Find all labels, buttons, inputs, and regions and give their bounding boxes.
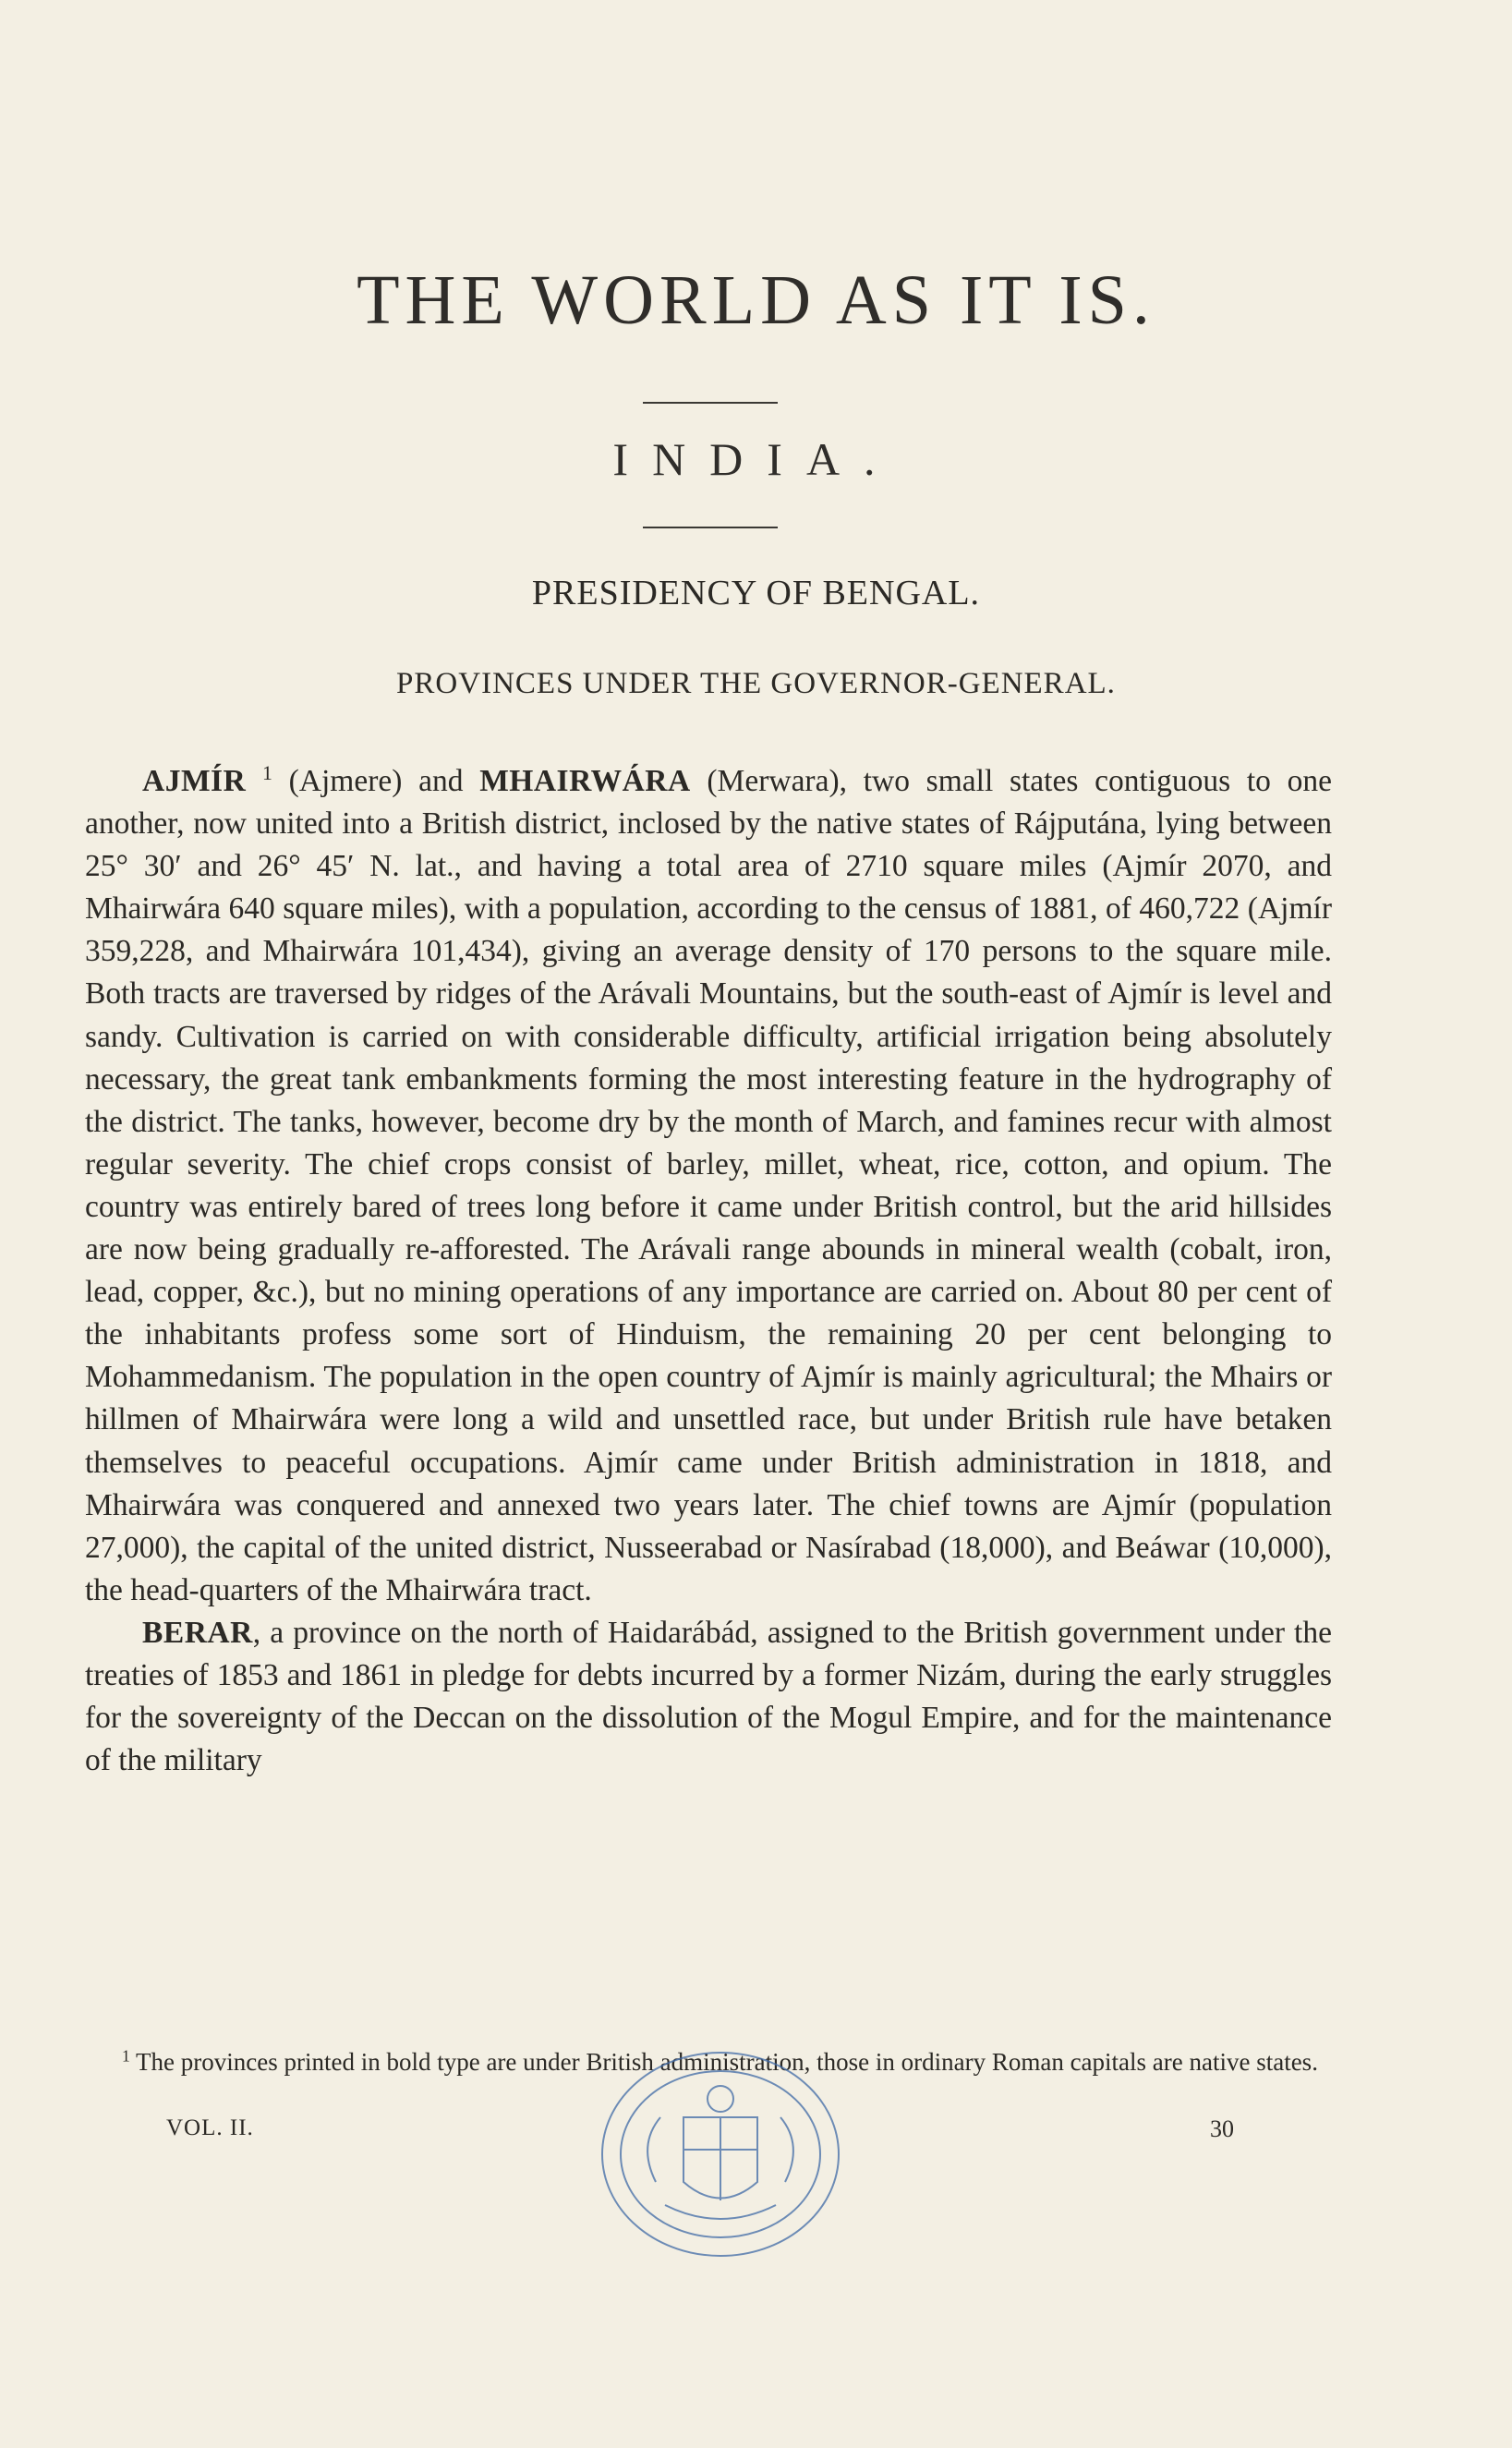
museum-stamp: [591, 2043, 859, 2265]
divider-top: [643, 402, 778, 404]
paragraph-text: (Ajmere) and: [272, 764, 480, 798]
body-text: [85, 760, 1332, 1782]
divider-bottom: [643, 527, 778, 528]
paragraph-ajmir: [85, 760, 1332, 1612]
footnote-marker: 1: [122, 2046, 130, 2066]
section-subheading: PROVINCES UNDER THE GOVERNOR-GENERAL.: [396, 667, 1116, 700]
book-title: THE WORLD AS IT IS.: [357, 261, 1155, 339]
section-title: INDIA.: [612, 433, 900, 485]
chapter-heading: PRESIDENCY OF BENGAL.: [531, 574, 981, 612]
volume-label: VOL. II.: [166, 2115, 254, 2140]
footnote-text: The provinces printed in bold type are under British administration, those in ordinary Roman capitals are native states.: [129, 2048, 1318, 2076]
place-name: BERAR: [142, 1615, 253, 1650]
paragraph-berar: [85, 1612, 1332, 1782]
footnote-marker: 1: [262, 762, 272, 785]
paragraph-text: (Merwara), two small states contiguous to one another, now united into a British district, inclosed by the native states of Rájputána, lying between 25° 30′ and 26° 45′ N. lat., and having a total area of 2710 square miles (Ajmír 2070, and Mhairwára 640 square miles), with a population, according to the census of 1881, of 460,722 (Ajmír 359,228, and Mhairwára 101,434), giving an average density of 170 persons to the square mile. Both tracts are traversed by ridges of the Arávali Mountains, but the south-east of Ajmír is level and sandy. Cultivation is carried on with considerable difficulty, artificial irrigation being absolutely necessary, the great tank embankments forming the most interesting feature in the hydrography of the district. The tanks, however, become dry by the month of March, and famines recur with almost regular severity. The chief crops consist of barley, millet, wheat, rice, cotton, and opium. The country was entirely bared of trees long before it came under British control, but the arid hillsides are now being gradually re-afforested. The Arávali range abounds in mineral wealth (cobalt, iron, lead, copper, &c.), but no mining operations of any importance are carried on. About 80 per cent of the inhabitants profess some sort of Hinduism, the remaining 20 per cent belonging to Mohammedanism. The population in the open country of Ajmír is mainly agricultural; the Mhairs or hillmen of Mhairwára were long a wild and unsettled race, but under British rule have betaken themselves to peaceful occupations. Ajmír came under British administration in 1818, and Mhairwára was conquered and annexed two years later. The chief towns are Ajmír (population 27,000), the capital of the united district, Nusseerabad or Nasírabad (18,000), and Beáwar (10,000), the head-quarters of the Mhairwára tract.: [85, 764, 1332, 1607]
paragraph-text: , a province on the north of Haidarábád, assigned to the British government under the treaties of 1853 and 1861 in pledge for debts incurred by a former Nizám, during the early struggles for the sovereignty of the Deccan on the dissolution of the Mogul Empire, and for the maintenance of the military: [85, 1615, 1332, 1778]
signature-mark: 30: [1210, 2115, 1234, 2142]
place-name: AJMÍR: [142, 764, 247, 798]
place-name: MHAIRWÁRA: [479, 764, 691, 798]
